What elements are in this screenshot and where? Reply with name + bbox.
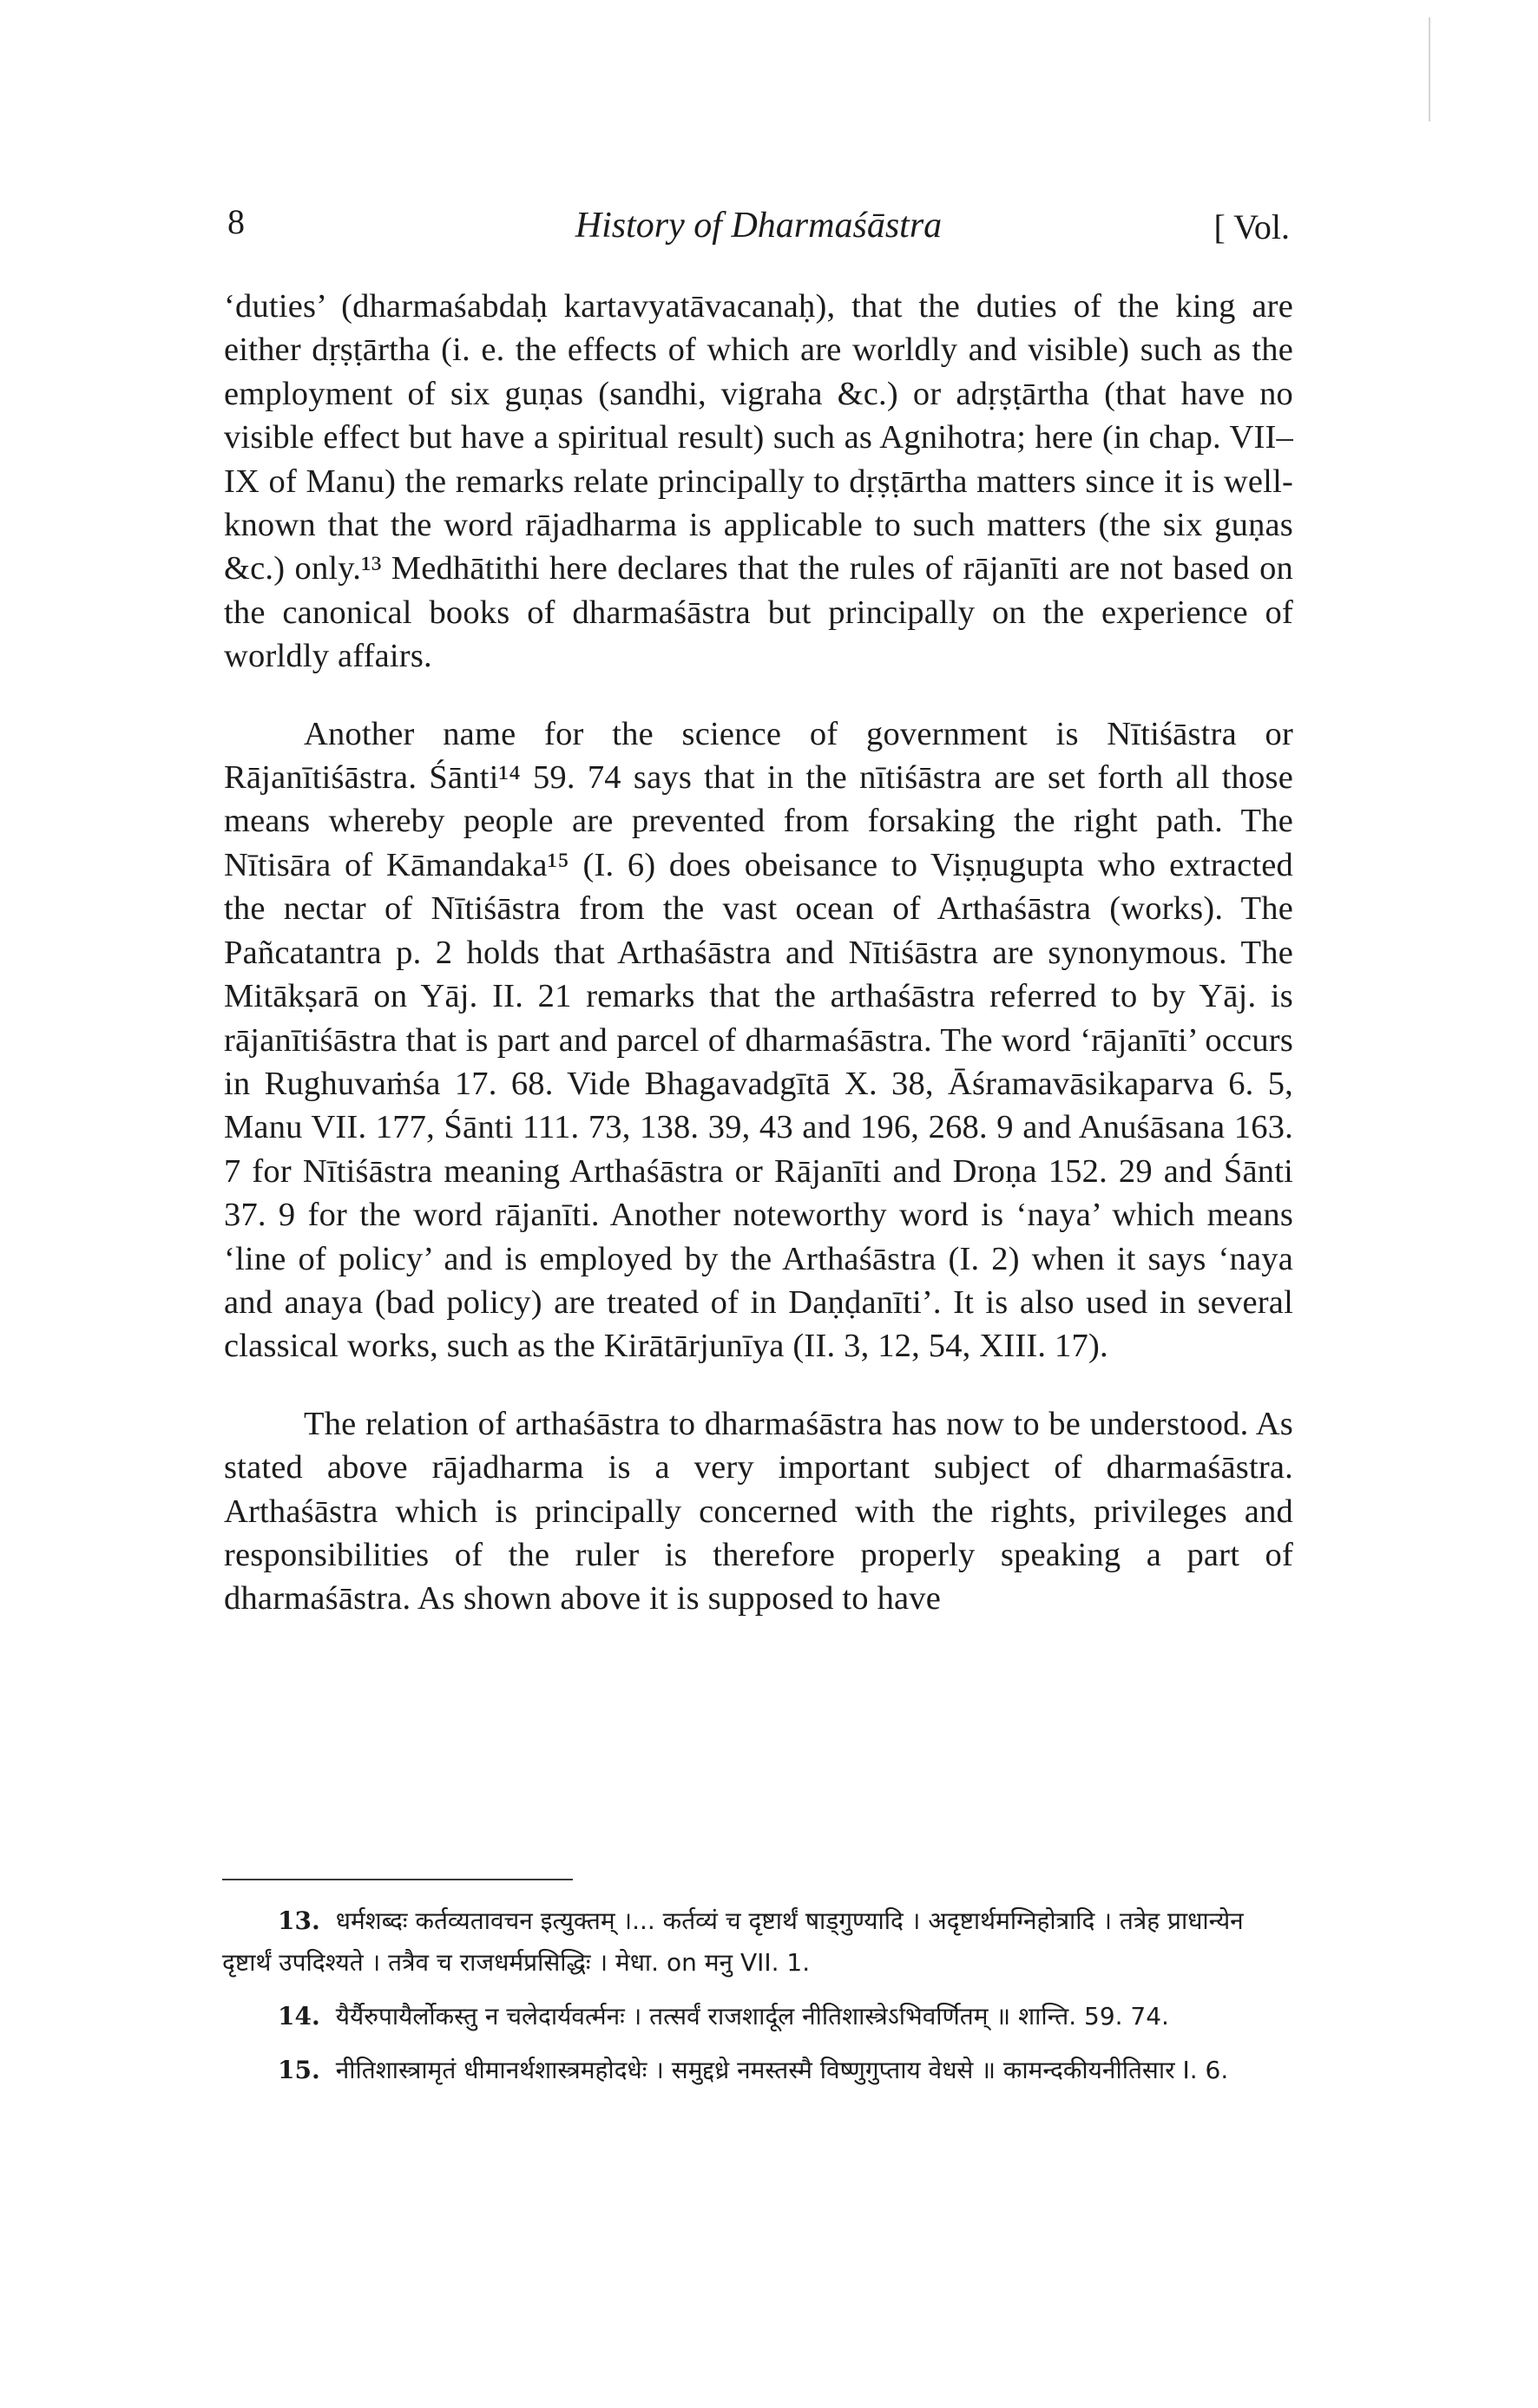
paragraph-nitisastra: Another name for the science of government is Nītiśāstra or Rājanītiśāstra. Śānti¹⁴ 59. 74 says that in the nītiśāstra are set forth all those means whereby people are prevented from forsaking the right path. The Nītisāra of Kāmandaka¹⁵ (I. 6) does obeisance to Viṣṇugupta who extracted the nectar of Nītiśāstra from the vast ocean of Arthaśāstra (works). The Pañcatantra p. 2 holds that Arthaśāstra and Nītiśāstra are synonymous. The Mitākṣarā on Yāj. II. 21 remarks that the arthaśāstra referred to by Yāj. is rājanītiśāstra that is part and parcel of dharmaśāstra. The word ‘rājanīti’ occurs in Rughuvaṁśa 17. 68. Vide Bhagavadgītā X. 38, Āśramavāsikaparva 6. 5, Manu VII. 177, Śānti 111. 73, 138. 39, 43 and 196, 268. 9 and Anuśāsana 163. 7 for Nītiśāstra meaning Arthaśāstra or Rājanīti and Droṇa 152. 29 and Śānti 37. 9 for the word rājanīti. Another noteworthy word is ‘naya’ which means ‘line of policy’ and is employed by the Arthaśāstra (I. 2) when it says ‘naya and anaya (bad policy) are treated of in Daṇḍanīti’. It is also used in several classical works, such as the Kirātārjunīya (II. 3, 12, 54, XIII. 17). — [224, 715, 1293, 1365]
footnote-number: 15. — [278, 2056, 320, 2084]
footnote-text: नीतिशास्त्रामृतं धीमानर्थशास्त्रमहोदधेः । समुद्दध्रे नमस्तस्मै विष्णुगुप्ताय वेधसे ॥ कामन्दकीयनीतिसार I. 6. — [335, 2056, 1229, 2084]
footnote-number: 14. — [278, 2002, 320, 2031]
page-header — [227, 201, 1290, 253]
footnote-divider — [222, 1879, 573, 1880]
running-title: History of Dharmaśāstra — [575, 206, 943, 246]
footnote-13 — [222, 1900, 1292, 1984]
paragraph-duties: ‘duties’ (dharmaśabdaḥ kartavyatāvacanaḥ), that the duties of the king are either dṛṣṭārtha (i. e. the effects of which are worldly and visible) such as the employment of six guṇas (sandhi, vigraha &c.) or adṛṣṭārtha (that have no visible effect but have a spiritual result) such as Agnihotra; here (in chap. VII–IX of Manu) the remarks relate principally to dṛṣṭārtha matters since it is well-known that the word rājadharma is applicable to such matters (the six guṇas &c.) only.¹³ Medhātithi here declares that the rules of rājanīti are not based on the canonical books of dharmaśāstra but principally on the experience of worldly affairs. — [224, 288, 1293, 675]
volume-label: [ Vol. — [1213, 207, 1290, 246]
page-number: 8 — [227, 202, 245, 241]
footnote-number: 13. — [278, 1906, 320, 1935]
footnote-text: यैर्यैरुपायैर्लोकस्तु न चलेदार्यवर्त्मनः । तत्सर्वं राजशार्दूल नीतिशास्त्रेऽभिवर्णितम् ॥ शान्ति. 59. 74. — [335, 2002, 1169, 2031]
footnote-text: धर्मशब्दः कर्तव्यतावचन इत्युक्तम् ।... कर्तव्यं च दृष्टार्थं षाड्गुण्यादि । अदृष्टार्थमग्निहोत्रादि । तत्रेह प्राधान्येन दृष्टार्थं उपदिश्यते । तत्रैव च राजधर्मप्रसिद्धिः । मेधा. on मनु VII. 1. — [222, 1906, 1244, 1977]
footnote-14 — [222, 1996, 1292, 2037]
footnote-15 — [222, 2050, 1292, 2091]
footnotes — [222, 1900, 1292, 2103]
paragraph-arthasastra-relation: The relation of arthaśāstra to dharmaśāstra has now to be understood. As stated above rājadharma is a very important subject of dharmaśāstra. Arthaśāstra which is principally concerned with the rights, privileges and responsibilities of the ruler is therefore properly speaking a part of dharmaśāstra. As shown above it is supposed to have — [224, 1405, 1293, 1617]
page-edge-line — [1429, 17, 1430, 121]
body-text — [224, 285, 1293, 1621]
